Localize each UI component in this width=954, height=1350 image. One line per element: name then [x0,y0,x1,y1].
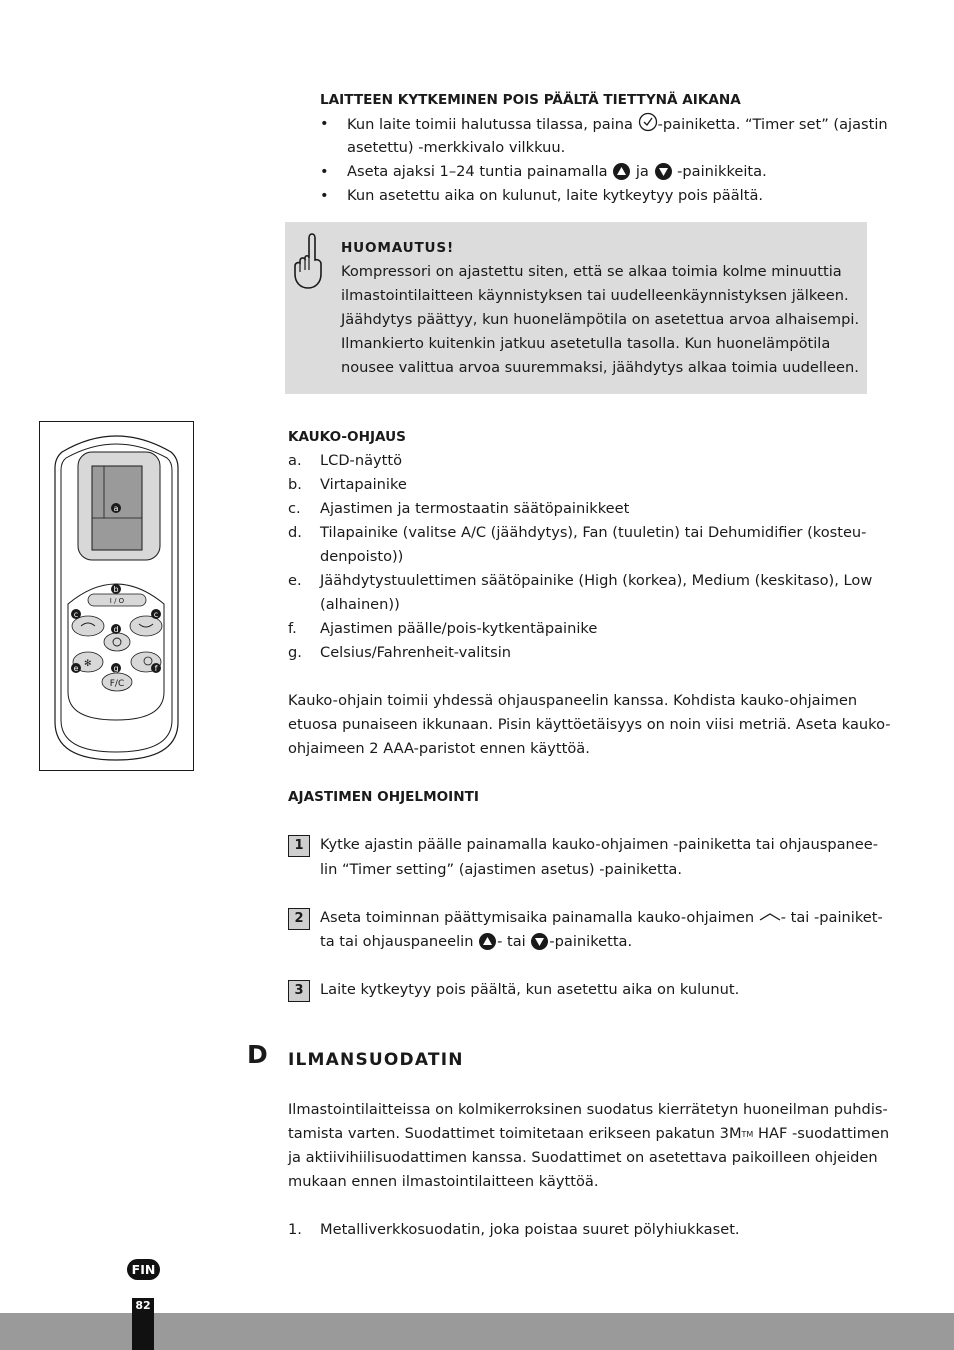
bullet-2-line [347,160,767,184]
bullet-dot: • [320,163,329,180]
remote-item-letter: g. [288,644,302,661]
note-title: HUOMAUTUS! [341,240,454,256]
remote-item-letter: e. [288,572,302,589]
remote-illustration-frame [39,421,194,771]
svg-text:✻: ✻ [84,659,92,669]
remote-heading: KAUKO-OHJAUS [288,429,406,445]
step-1-line-1: Kytke ajastin päälle painamalla kauko-ohjaimen -painiketta tai ohjauspanee- [320,836,879,853]
step-2-text-d: - tai [497,933,526,950]
step-1-number: 1 [288,835,310,857]
note-line: ilmastointilaitteen käynnistyksen tai uudelleenkäynnistyksen jälkeen. [341,287,849,304]
remote-label-c-left: c [73,610,79,619]
note-line: Jäähdytys päättyy, kun huonelämpötila on asetettua arvoa alhaisempi. [341,311,860,328]
timer-prog-heading: AJASTIMEN OHJELMOINTI [288,789,479,805]
remote-item-letter: c. [288,500,301,517]
step-2-text-a: Aseta toiminnan päättymisaika painamalla kauko-ohjaimen [320,909,755,926]
remote-paragraph-line: ohjaimeen 2 AAA-paristot ennen käyttöä. [288,740,590,757]
remote-paragraph-line: Kauko-ohjain toimii yhdessä ohjauspaneelin kanssa. Kohdista kauko-ohjaimen [288,692,858,709]
remote-label-e: e [73,664,79,673]
filter-paragraph-line: ja aktiivihiilisuodattimen kanssa. Suodattimet on asetettava paikoilleen ohjeiden [288,1149,878,1166]
remote-label-b: b [113,585,119,594]
remote-label-c-right: c [153,610,159,619]
bullet-1-line-2: asetettu) -merkkivalo vilkkuu. [347,139,566,156]
trademark-mark: TM [741,1130,754,1139]
down-arrow-icon [655,163,672,180]
filter-item-text: Metalliverkkosuodatin, joka poistaa suuret pölyhiukkaset. [320,1221,740,1238]
pointing-hand-icon [290,230,326,298]
bullet-dot: • [320,187,329,204]
remote-item-text: Tilapainike (valitse A/C (jäähdytys), Fan (tuuletin) tai Dehumidifier (kosteu- [320,524,867,541]
remote-item-text: Celsius/Fahrenheit-valitsin [320,644,512,661]
remote-label-g: g [113,664,119,673]
bullet-2-text-a: Aseta ajaksi 1–24 tuntia painamalla [347,163,608,180]
step-3-line-1: Laite kytkeytyy pois päältä, kun asetettu aika on kulunut. [320,981,740,998]
up-arrow-icon [613,163,630,180]
step-1-line-2: lin “Timer setting” (ajastimen asetus) -painiketta. [320,861,683,878]
remote-paragraph-line: etuosa punaiseen ikkunaan. Pisin käyttöetäisyys on noin viisi metriä. Aseta kauko- [288,716,891,733]
remote-item-text-cont: (alhainen)) [320,596,400,613]
remote-label-a: a [113,504,119,513]
remote-item-text: Jäähdytystuulettimen säätöpainike (High (korkea), Medium (keskitaso), Low [320,572,873,589]
step-3-number: 3 [288,980,310,1002]
bullet-1-text-b: -painiketta. “Timer set” (ajastin [657,116,888,133]
remote-label-d: d [113,625,119,634]
remote-item-text: Ajastimen ja termostaatin säätöpainikkeet [320,500,630,517]
remote-fc-label: F/C [109,679,125,689]
filter-text-a: tamista varten. Suodattimet toimitetaan erikseen pakatun 3M [288,1125,742,1142]
remote-item-letter: b. [288,476,302,493]
step-2-text-e: -painiketta. [549,933,633,950]
remote-item-text: LCD-näyttö [320,452,403,469]
step-2-line-1 [320,906,883,930]
remote-item-text: Virtapainike [320,476,407,493]
step-2-text-b: - tai -painiket- [780,909,883,926]
remote-item-text-cont: denpoisto)) [320,548,404,565]
bullet-2-text-c: -painikkeita. [677,163,767,180]
caret-up-icon [759,906,781,930]
filter-paragraph-line: Ilmastointilaitteissa on kolmikerroksinen suodatus kierrätetyn huoneilman puhdis- [288,1101,888,1118]
note-line: nousee valittua arvoa suuremmaksi, jäähdytys alkaa toimia uudelleen. [341,359,859,376]
step-2-text-c: ta tai ohjauspaneelin [320,933,474,950]
page-number: 82 [135,1299,151,1312]
remote-item-letter: a. [288,452,302,469]
bullet-2-text-b: ja [635,163,649,180]
remote-item-letter: d. [288,524,302,541]
remote-item-text: Ajastimen päälle/pois-kytkentäpainike [320,620,598,637]
bullet-dot: • [320,115,329,132]
remote-item-letter: f. [288,620,297,637]
step-2-number: 2 [288,908,310,930]
down-arrow-icon [531,933,548,950]
note-line: Kompressori on ajastettu siten, että se alkaa toimia kolme minuuttia [341,263,842,280]
remote-power-label: I / O [109,597,125,605]
language-badge: FIN [127,1259,160,1280]
remote-illustration [40,422,193,770]
timer-clock-icon [638,112,658,140]
up-arrow-icon [479,933,496,950]
filter-paragraph-line: mukaan ennen ilmastointilaitteen käyttöä. [288,1173,599,1190]
remote-label-f: f [154,664,158,673]
bullet-1-text-a: Kun laite toimii halutussa tilassa, paina [347,116,633,133]
timer-off-heading: LAITTEEN KYTKEMINEN POIS PÄÄLTÄ TIETTYNÄ AIKANA [320,92,741,108]
bullet-3-line: Kun asetettu aika on kulunut, laite kytkeytyy pois päältä. [347,187,764,204]
filter-item-number: 1. [288,1221,302,1238]
step-2-line-2 [320,930,632,954]
section-letter: D [247,1040,268,1069]
section-title: ILMANSUODATIN [288,1050,464,1070]
note-line: Ilmankierto kuitenkin jatkuu asetetulla tasolla. Kun huonelämpötila [341,335,831,352]
filter-paragraph-line [288,1122,889,1147]
filter-text-b: HAF -suodattimen [753,1125,890,1142]
